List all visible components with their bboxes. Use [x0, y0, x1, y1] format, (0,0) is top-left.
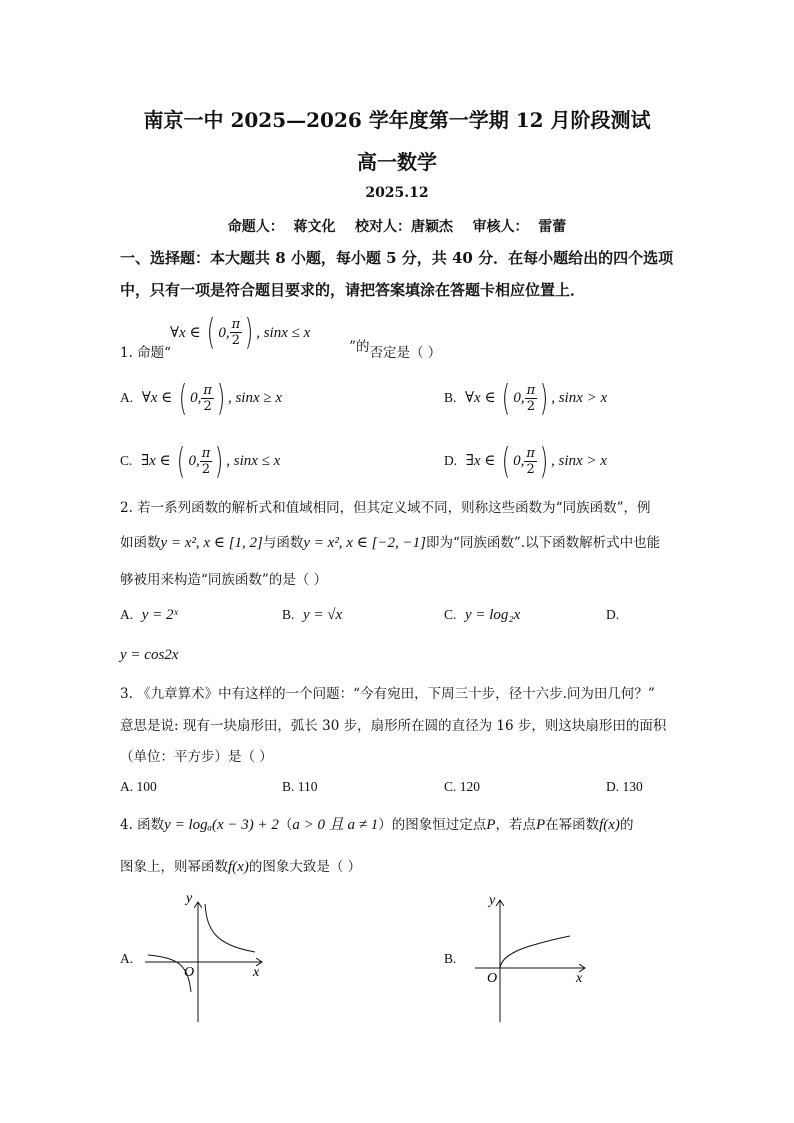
q2-line-2: 如函数y = x², x ∈ [1, 2]与函数y = x², x ∈ [−2, −1]即为“同族函数”.以下函数解析式中也能 — [120, 535, 661, 551]
q4-line-1: 4. 函数y = logₐ(x − 3) + 2（a > 0 且 a ≠ 1）的图象恒过定点P，若点P在幂函数f(x)的 — [120, 817, 634, 833]
q1-option-d[interactable]: D. ∃x ∈ ( 0, $\frac{\pi}{2}$ ) , sinx > x — [444, 441, 607, 482]
pi-over-2: $\frac{\pi}{2}$ — [231, 317, 241, 348]
q3-option-d[interactable]: D. 130 — [606, 779, 643, 794]
q3-option-a[interactable]: A. 100 — [120, 779, 157, 794]
exam-date: 2025.12 — [365, 185, 429, 201]
q2-line-3: 够被用来构造“同族函数”的是（ ） — [120, 572, 328, 588]
q3-line-1: 3. 《九章算术》中有这样的一个问题：“今有宛田，下周三十步，径十六步.问为田几何？” — [120, 686, 655, 702]
q2-option-d[interactable]: D. — [606, 607, 620, 622]
section-intro: 一、选择题：本大题共 8 小题，每小题 5 分，共 40 分．在每小题给出的四个选项中，只有一项是符合题目要求的，请把答案填涂在答题卡相应位置上． — [120, 249, 674, 299]
q3-line-2: 意思是说: 现有一块扇形田，弧长 30 步，扇形所在圆的直径为 16 步，则这块扇形田的面积 — [120, 718, 667, 734]
q2-line-1: 2. 若一系列函数的解析式和值域相同，但其定义域不同，则称这些函数为“同族函数”，例 — [120, 500, 651, 516]
q2-option-a[interactable]: A. y = 2ˣ — [120, 607, 178, 623]
q3-line-3: （单位：平方步）是（ ） — [120, 749, 273, 765]
q4-option-a-label[interactable]: A. — [120, 951, 134, 966]
x-axis-label: x — [576, 971, 583, 986]
q2-option-b[interactable]: B. y = √x — [282, 607, 343, 623]
q4-line-2: 图象上，则幂函数f(x)的图象大致是（ ） — [120, 859, 362, 875]
q3-option-c[interactable]: C. 120 — [444, 779, 481, 794]
q4-option-b-label[interactable]: B. — [444, 951, 457, 966]
q1-stem-expression: ∀x ∈ ( 0, $\frac{\pi}{2}$ ) , sinx ≤ x — [170, 312, 311, 353]
exam-title: 南京一中 2025—2026 学年度第一学期 12 月阶段测试 — [143, 108, 651, 132]
q1-option-b[interactable]: B. ∀x ∈ ( 0, $\frac{\pi}{2}$ ) , sinx > x — [444, 378, 608, 419]
y-axis-label: y — [489, 893, 496, 908]
q1-option-a[interactable]: A. ∀x ∈ ( 0, $\frac{\pi}{2}$ ) , sinx ≥ x — [120, 378, 282, 419]
y-axis-label: y — [186, 891, 193, 906]
q4-graph-b[interactable] — [470, 890, 590, 1025]
q4-graph-a[interactable] — [140, 890, 270, 1025]
q1-stem: 1. 命题“ ”的否定是（ ） — [120, 339, 442, 361]
x-axis-label: x — [253, 965, 260, 980]
origin-label: O — [184, 965, 195, 980]
curve-branch-right — [205, 904, 255, 952]
q2-option-c[interactable]: C. y = log₂x — [444, 607, 521, 623]
authors-line: 命题人： 蒋文化 校对人：唐颖杰 审核人： 雷蕾 — [227, 219, 567, 235]
curve — [500, 936, 570, 968]
q1-option-c[interactable]: C. ∃x ∈ ( 0, $\frac{\pi}{2}$ ) , sinx ≤ x — [120, 441, 281, 482]
origin-label: O — [487, 971, 498, 986]
q3-option-b[interactable]: B. 110 — [282, 779, 318, 794]
q2-option-d-expr: y = cos2x — [120, 647, 179, 663]
subject-title: 高一数学 — [357, 150, 437, 174]
